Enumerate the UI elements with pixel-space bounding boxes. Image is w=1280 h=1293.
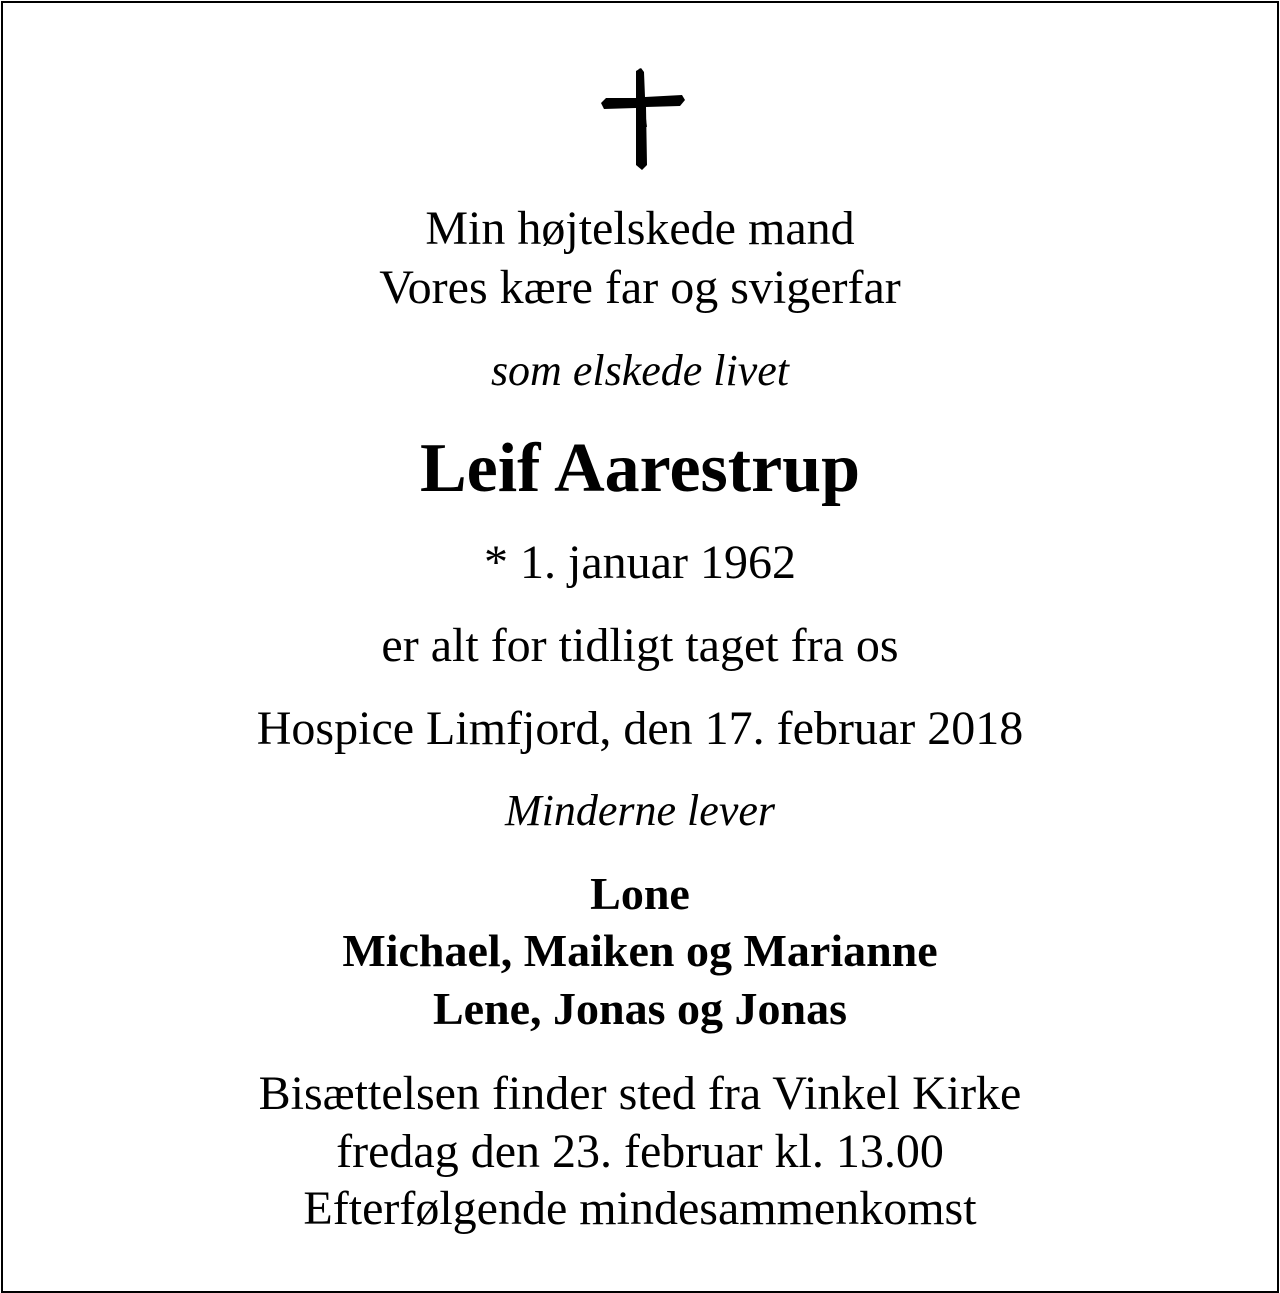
passing-phrase: er alt for tidligt taget fra os — [381, 619, 899, 672]
funeral-line-1: Bisættelsen finder sted fra Vinkel Kirke — [258, 1067, 1022, 1120]
family-line-3: Lene, Jonas og Jonas — [432, 983, 848, 1034]
epithet: som elskede livet — [490, 346, 790, 395]
place-and-date: Hospice Limfjord, den 17. februar 2018 — [256, 702, 1024, 755]
family-line-1: Lone — [590, 868, 690, 919]
deceased-name: Leif Aarestrup — [419, 430, 861, 507]
birth-date: * 1. januar 1962 — [484, 536, 796, 589]
family-line-2: Michael, Maiken og Marianne — [342, 925, 938, 976]
intro-line-1: Min højtelskede mand — [425, 202, 855, 255]
funeral-line-2: fredag den 23. februar kl. 13.00 — [336, 1125, 944, 1178]
intro-line-2: Vores kære far og svigerfar — [379, 261, 901, 314]
funeral-line-3: Efterfølgende mindesammenkomst — [303, 1182, 977, 1235]
cross-icon — [600, 67, 686, 171]
obituary-frame — [1, 1, 1279, 1293]
memorial-phrase: Minderne lever — [505, 786, 775, 835]
